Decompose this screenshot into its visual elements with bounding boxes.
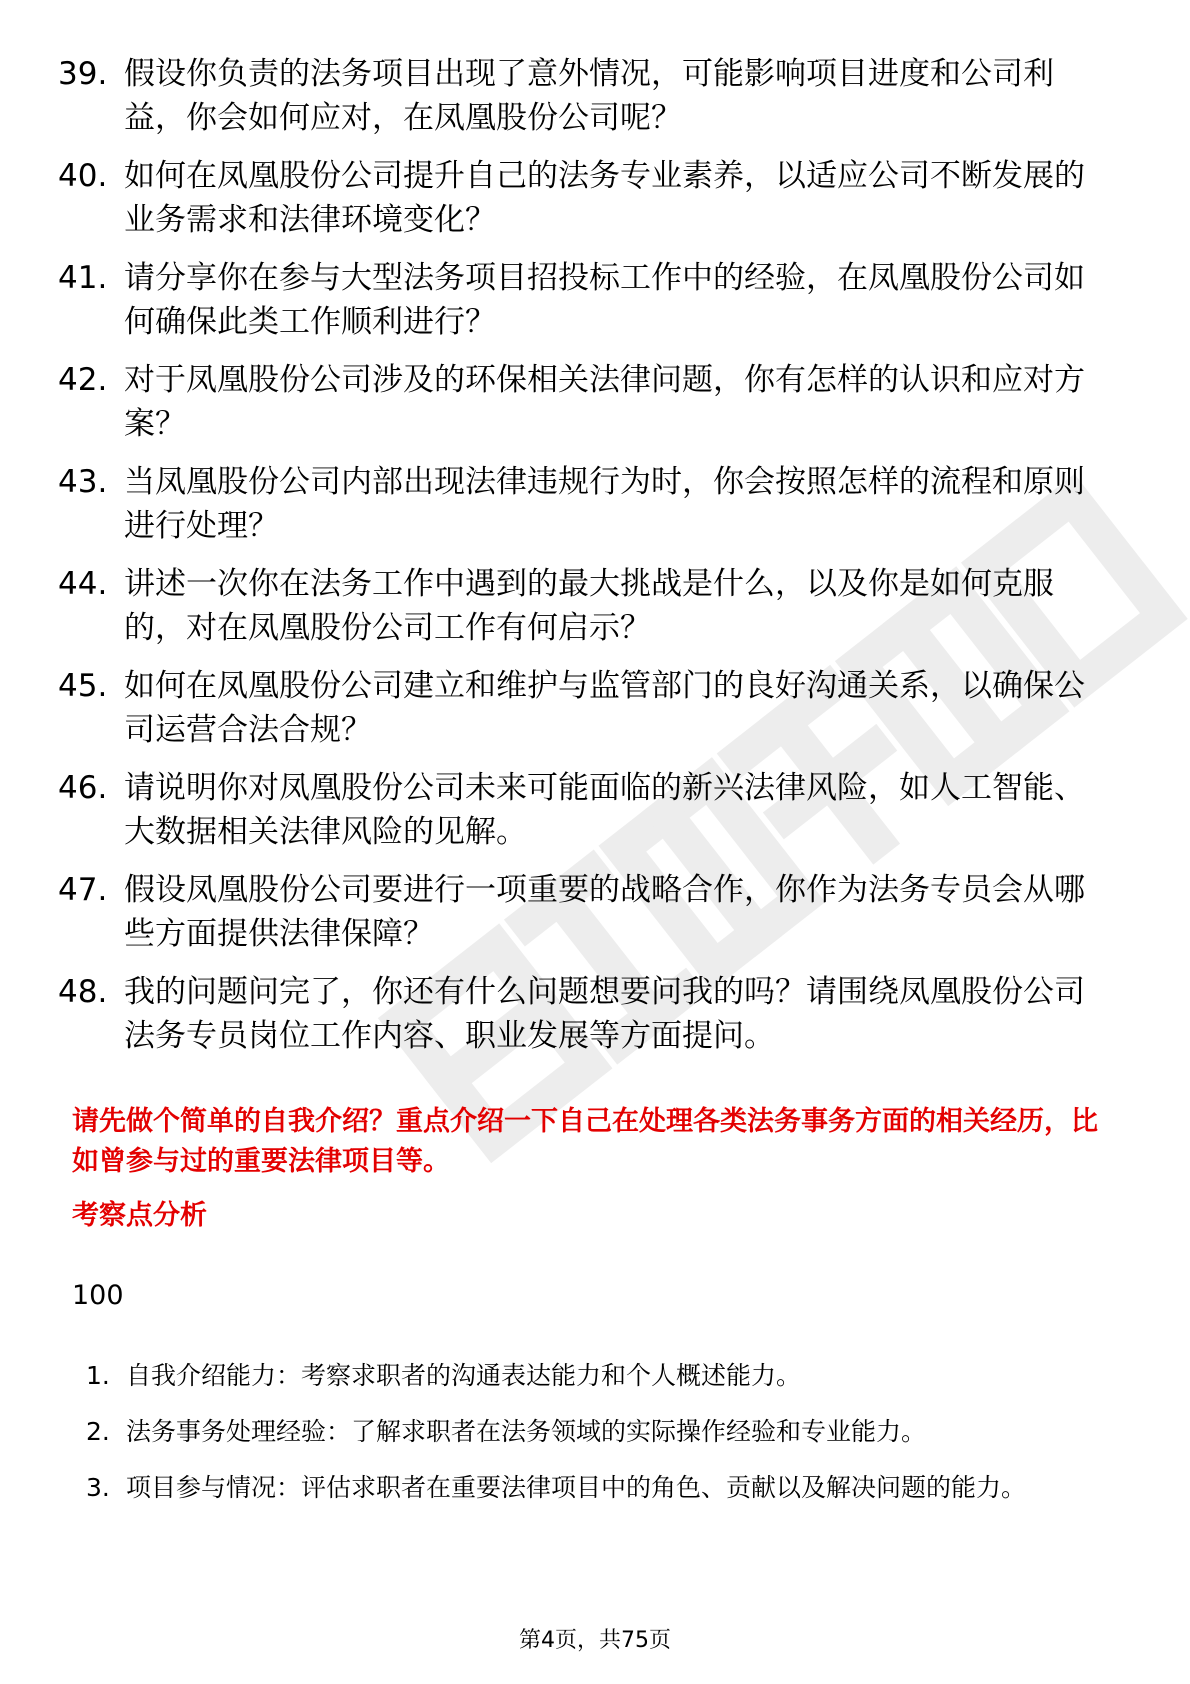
question-number: 41. <box>58 260 108 296</box>
list-item <box>86 1468 1126 1519</box>
question-text: 假设你负责的法务项目出现了意外情况，可能影响项目进度和公司利益，你会如何应对，在凤凰股份公司呢？ <box>124 56 1054 136</box>
question-text: 请分享你在参与大型法务项目招投标工作中的经验，在凤凰股份公司如何确保此类工作顺利进行？ <box>124 260 1085 340</box>
point-text: 自我介绍能力：考察求职者的沟通表达能力和个人概述能力。 <box>126 1361 802 1390</box>
list-item <box>58 766 1118 854</box>
page-footer: 第4页，共75页 <box>519 1628 671 1653</box>
point-text: 法务事务处理经验：了解求职者在法务领域的实际操作经验和专业能力。 <box>126 1417 927 1446</box>
question-text: 当凤凰股份公司内部出现法律违规行为时，你会按照怎样的流程和原则进行处理？ <box>124 464 1085 544</box>
list-item <box>58 52 1118 140</box>
point-text: 项目参与情况：评估求职者在重要法律项目中的角色、贡献以及解决问题的能力。 <box>126 1473 1027 1502</box>
highlighted-question: 请先做个简单的自我介绍？重点介绍一下自己在处理各类法务事务方面的相关经历，比如曾参与过的重要法律项目等。 <box>72 1106 1098 1177</box>
list-item <box>58 256 1118 344</box>
list-item <box>58 664 1118 752</box>
list-item <box>58 868 1118 956</box>
question-list <box>58 52 1118 1072</box>
list-item <box>58 460 1118 548</box>
point-number: 3. <box>86 1473 110 1502</box>
analysis-title: 考察点分析 <box>72 1200 207 1231</box>
question-text: 对于凤凰股份公司涉及的环保相关法律问题，你有怎样的认识和应对方案？ <box>124 362 1085 442</box>
point-number: 2. <box>86 1417 110 1446</box>
question-text: 我的问题问完了，你还有什么问题想要问我的吗？请围绕凤凰股份公司法务专员岗位工作内容、职业发展等方面提问。 <box>124 974 1085 1054</box>
question-text: 假设凤凰股份公司要进行一项重要的战略合作，你作为法务专员会从哪些方面提供法律保障？ <box>124 872 1085 952</box>
question-text: 如何在凤凰股份公司建立和维护与监管部门的良好沟通关系，以确保公司运营合法合规？ <box>124 668 1085 748</box>
point-number: 1. <box>86 1361 110 1390</box>
list-item <box>86 1412 1126 1452</box>
score-value: 100 <box>72 1280 124 1311</box>
question-text: 如何在凤凰股份公司提升自己的法务专业素养，以适应公司不断发展的业务需求和法律环境变化？ <box>124 158 1085 238</box>
question-number: 40. <box>58 158 108 194</box>
question-number: 45. <box>58 668 108 704</box>
question-number: 44. <box>58 566 108 602</box>
question-number: 46. <box>58 770 108 806</box>
question-text: 请说明你对凤凰股份公司未来可能面临的新兴法律风险，如人工智能、大数据相关法律风险的见解。 <box>124 770 1085 850</box>
list-item <box>58 358 1118 446</box>
list-item <box>58 970 1118 1058</box>
question-number: 48. <box>58 974 108 1010</box>
question-number: 42. <box>58 362 108 398</box>
question-text: 讲述一次你在法务工作中遇到的最大挑战是什么，以及你是如何克服的，对在凤凰股份公司工作有何启示？ <box>124 566 1054 646</box>
question-number: 39. <box>58 56 108 92</box>
list-item <box>58 154 1118 242</box>
question-number: 43. <box>58 464 108 500</box>
question-number: 47. <box>58 872 108 908</box>
list-item <box>58 562 1118 650</box>
list-item <box>86 1356 1126 1396</box>
analysis-points-list <box>86 1356 1126 1535</box>
